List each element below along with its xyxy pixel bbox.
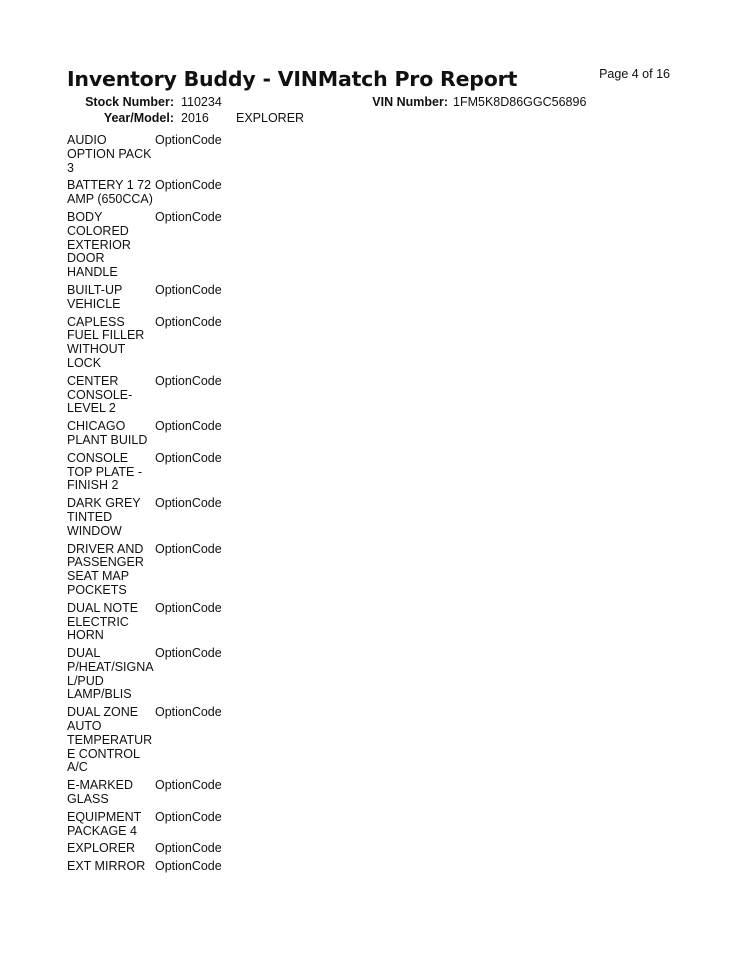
option-name: BATTERY 1 72 AMP (650CCA) (67, 178, 153, 207)
option-name: CONSOLE TOP PLATE - FINISH 2 (67, 450, 143, 493)
option-row (67, 420, 367, 448)
option-row (67, 647, 367, 702)
option-name: DARK GREY TINTED WINDOW (67, 496, 141, 538)
page-indicator: Page 4 of 16 (599, 67, 670, 81)
option-name: DUAL P/HEAT/SIGNAL/PUD LAMP/BLIS (67, 646, 154, 702)
option-row (67, 134, 367, 175)
vin-number-value: 1FM5K8D86GGC56896 (453, 95, 587, 109)
option-row (67, 179, 367, 207)
option-type: OptionCode (155, 373, 222, 388)
option-row (67, 706, 367, 775)
option-row (67, 211, 367, 280)
option-row (67, 602, 367, 643)
option-type: OptionCode (155, 450, 222, 465)
option-name: CHICAGO PLANT BUILD (67, 419, 148, 447)
option-type: OptionCode (155, 600, 222, 615)
report-title: Inventory Buddy - VINMatch Pro Report (67, 67, 518, 91)
option-type: OptionCode (155, 859, 222, 874)
option-name: BODY COLORED EXTERIOR DOOR HANDLE (67, 209, 131, 280)
option-type: OptionCode (155, 282, 222, 297)
option-row (67, 543, 367, 598)
option-type: OptionCode (155, 646, 222, 661)
year-model-label: Year/Model: (103, 111, 174, 125)
option-type: OptionCode (155, 841, 222, 856)
option-name: BUILT-UP VEHICLE (67, 282, 123, 311)
option-type: OptionCode (155, 541, 222, 556)
option-row (67, 316, 367, 371)
option-type: OptionCode (155, 314, 222, 329)
stock-number-value: 110234 (181, 95, 222, 109)
option-type: OptionCode (155, 778, 222, 793)
option-row (67, 779, 367, 807)
option-name: AUDIO OPTION PACK 3 (67, 133, 152, 175)
option-type: OptionCode (155, 705, 222, 720)
option-row (67, 497, 367, 538)
option-name: EQUIPMENT PACKAGE 4 (67, 809, 142, 838)
option-row (67, 811, 367, 839)
stock-number-label: Stock Number: (85, 95, 174, 109)
option-row (67, 860, 367, 874)
option-row (67, 284, 367, 312)
option-name: EXPLORER (67, 841, 136, 856)
option-row (67, 842, 367, 856)
option-name: E-MARKED GLASS (67, 778, 133, 807)
option-name: DRIVER AND PASSENGER SEAT MAP POCKETS (67, 541, 144, 597)
option-type: OptionCode (155, 419, 222, 434)
option-type: OptionCode (155, 809, 222, 824)
model-value: EXPLORER (236, 111, 305, 125)
option-name: DUAL NOTE ELECTRIC HORN (67, 600, 139, 643)
option-name: CENTER CONSOLE-LEVEL 2 (67, 373, 133, 416)
year-value: 2016 (181, 111, 209, 125)
option-name: CAPLESS FUEL FILLER WITHOUT LOCK (67, 314, 145, 370)
option-row (67, 375, 367, 416)
option-type: OptionCode (155, 178, 222, 193)
option-row (67, 452, 367, 493)
vin-number-label: VIN Number: (372, 95, 448, 109)
option-type: OptionCode (155, 133, 222, 147)
option-type: OptionCode (155, 209, 222, 224)
option-name: DUAL ZONE AUTO TEMPERATURE CONTROL A/C (67, 705, 153, 775)
option-list (67, 134, 367, 878)
option-type: OptionCode (155, 496, 222, 511)
option-name: EXT MIRROR (67, 859, 146, 874)
